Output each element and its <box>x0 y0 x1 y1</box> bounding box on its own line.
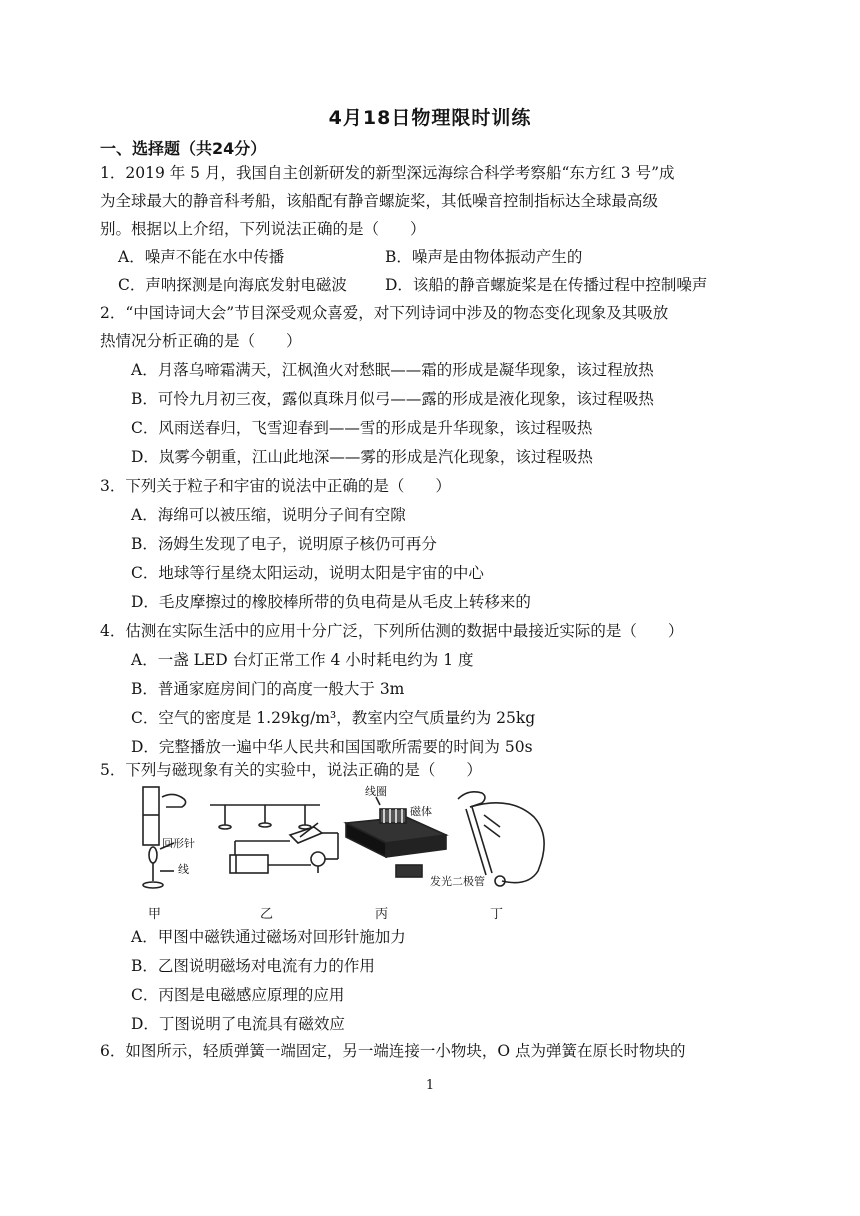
figure-note-clip: 回形针 <box>162 837 195 850</box>
q4-stem: 4．估测在实际生活中的应用十分广泛，下列所估测的数据中最接近实际的是（ ） <box>100 622 684 640</box>
magnetism-experiments-figure <box>140 785 580 900</box>
figure-note-magnet: 磁体 <box>410 805 432 818</box>
q5-option-b: B．乙图说明磁场对电流有力的作用 <box>131 957 375 975</box>
figure-note-coil: 线圈 <box>365 785 387 798</box>
q3-option-d: D．毛皮摩擦过的橡胶棒所带的负电荷是从毛皮上转移来的 <box>131 593 531 611</box>
q6-stem: 6．如图所示，轻质弹簧一端固定，另一端连接一小物块，O 点为弹簧在原长时物块的 <box>100 1042 686 1060</box>
figure-label-yi: 乙 <box>260 907 274 922</box>
page-title: 4月18日物理限时训练 <box>328 107 532 129</box>
figure-label-jia: 甲 <box>148 907 162 922</box>
figure-label-bing: 丙 <box>375 907 389 922</box>
figure-label-ding: 丁 <box>490 907 504 922</box>
q2-option-c: C．风雨送春归，飞雪迎春到——雪的形成是升华现象，该过程吸热 <box>131 419 593 437</box>
q2-option-d: D．岚雾今朝重，江山此地深——雾的形成是汽化现象，该过程吸热 <box>131 448 593 466</box>
q4-option-b: B．普通家庭房间门的高度一般大于 3m <box>131 680 405 698</box>
q3-option-b: B．汤姆生发现了电子，说明原子核仍可再分 <box>131 535 437 553</box>
q5-option-c: C．丙图是电磁感应原理的应用 <box>131 986 345 1004</box>
q5-option-d: D．丁图说明了电流具有磁效应 <box>131 1015 345 1033</box>
q4-option-a: A．一盏 LED 台灯正常工作 4 小时耗电约为 1 度 <box>131 651 474 669</box>
q3-option-a: A．海绵可以被压缩，说明分子间有空隙 <box>131 506 406 524</box>
q1-option-c: C．声呐探测是向海底发射电磁波 <box>118 276 347 294</box>
q5-stem: 5．下列与磁现象有关的实验中，说法正确的是（ ） <box>100 761 482 779</box>
q1-option-d: D．该船的静音螺旋桨是在传播过程中控制噪声 <box>385 276 708 294</box>
q2-stem-line-2: 热情况分析正确的是（ ） <box>100 332 302 350</box>
q1-stem-line-2: 为全球最大的静音科考船，该船配有静音螺旋桨，其低噪音控制指标达全球最高级 <box>100 192 659 210</box>
q4-option-d: D．完整播放一遍中华人民共和国国歌所需要的时间为 50s <box>131 738 533 756</box>
figure-yi-circuit <box>210 805 338 873</box>
figure-note-thread: 线 <box>178 863 189 876</box>
section-heading: 一、选择题（共24分） <box>100 139 267 158</box>
figure-note-led: 发光二极管 <box>430 875 485 888</box>
q1-option-b: B．噪声是由物体振动产生的 <box>385 248 583 266</box>
q3-stem: 3．下列关于粒子和宇宙的说法中正确的是（ ） <box>100 477 451 495</box>
figure-ding-generator-led <box>458 792 544 886</box>
q2-option-b: B．可怜九月初三夜，露似真珠月似弓——露的形成是液化现象，该过程吸热 <box>131 390 654 408</box>
q1-stem-line-3: 别。根据以上介绍，下列说法正确的是（ ） <box>100 220 426 238</box>
q1-option-a: A．噪声不能在水中传播 <box>118 248 285 266</box>
page-number: 1 <box>425 1078 435 1093</box>
q2-option-a: A．月落乌啼霜满天，江枫渔火对愁眠——霜的形成是凝华现象，该过程放热 <box>131 361 654 379</box>
q3-option-c: C．地球等行星绕太阳运动，说明太阳是宇宙的中心 <box>131 564 484 582</box>
q4-option-c: C．空气的密度是 1.29kg/m³，教室内空气质量约为 25kg <box>131 709 536 727</box>
q2-stem-line-1: 2．“中国诗词大会”节目深受观众喜爱，对下列诗词中涉及的物态变化现象及其吸放 <box>100 304 669 322</box>
q1-stem-line-1: 1．2019 年 5 月，我国自主创新研发的新型深远海综合科学考察船“东方红 3 号”成 <box>100 164 675 182</box>
q5-option-a: A．甲图中磁铁通过磁场对回形针施加力 <box>131 928 406 946</box>
